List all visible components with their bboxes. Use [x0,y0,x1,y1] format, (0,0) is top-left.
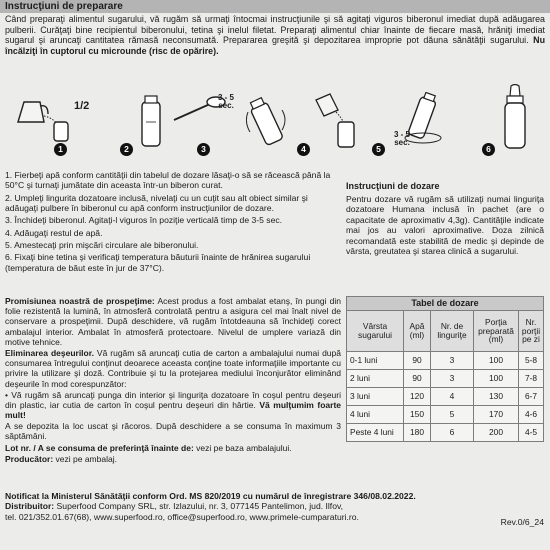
cell-water: 180 [404,424,431,442]
col-header-meals: Nr. porţii pe zi [519,311,544,352]
waste-bullet-text: • Vă rugăm să aruncaţi punga din interior şi linguriţa dozatoare în coşul pentru deşeuri din plastic, iar cutia de carton în coşul pentru deşeuri din hârtie. [5,389,341,410]
cell-water: 150 [404,406,431,424]
intro-text: Când preparaţi alimentul sugarului, vă rugăm să urmaţi întocmai instrucţiunile şi să agitaţi viguros biberonul imediat după adăugarea pulberii. Curăţaţi bine recipientul biberonului, tetina şi inelul filetat. Preparaţi alimentul chiar înainte de fiecare masă, hrăniţi imediat sugarul şi aruncaţi cantitatea rămasă neconsumată. Prepararea greşită şi depozitarea improprie pot dăuna sănătăţii sugarului. [5,14,545,45]
step-text-1: 1. Fierbeţi apă conform cantităţii din tabelul de dozare lăsaţi-o să se răcească până la 50°C şi turnaţi jumătate din aceasta într-un biberon curat. [5,170,331,191]
cell-water: 90 [404,352,431,370]
cell-age: 4 luni [347,406,404,424]
lot-text: vezi pe baza ambalajului. [193,442,292,453]
distributor-text: Superfood Company SRL, str. Izlazului, nr. 3, 077145 Pantelimon, jud. Ilfov, [54,501,344,512]
cell-water: 120 [404,388,431,406]
waste-text: Vă rugăm să aruncaţi cutia de carton a ambalajului numai după consumarea întregului conţinut deoarece aceasta conţine toate informaţiile importante cu privire la utilizare şi doză. Contribuie şi tu la protejarea mediului înconjurător eliminând deşeurile în mod corespunzător: [5,347,341,389]
cell-portion: 100 [474,370,519,388]
cell-meals: 4-5 [519,424,544,442]
shake-time-unit: sec. [218,101,234,111]
step-text-5: 5. Amestecaţi prin mişcări circulare ale biberonului. [5,239,199,250]
preparation-steps-list [5,170,343,275]
storage-text: A se depozita la loc uscat şi răcoros. După deschidere a se consuma în maximum 3 săptămâni. [5,421,341,442]
dosing-title: Instrucţiuni de dozare [346,181,440,191]
dosing-text: Pentru dozare vă rugăm să utilizaţi numai linguriţa dozatoare Humana inclusă în pachet (are o capacitate de aproximativ 4,3g). Cantităţile indicate mai jos au valori aproximative. Doza zilnică recomandată este stabilită de medic şi depinde de vârsta, greutatea şi starea clinică a sugarului. [346,193,544,257]
preparation-intro [5,14,545,56]
cell-spoons: 4 [431,388,474,406]
lot-label: Lot nr. / A se consuma de preferinţă înainte de: [5,442,194,453]
dosing-table-grid [346,310,544,442]
swirl-time-value: 3 - 5 [394,130,411,139]
distributor-contact: tel. 021/352.01.67(68), www.superfood.ro, office@superfood.ro, www.primele-cumparaturi.ro. [5,511,359,522]
step-text-4: 4. Adăugaţi restul de apă. [5,227,103,238]
cell-spoons: 3 [431,370,474,388]
half-fraction-label: 1/2 [74,100,90,112]
distributor-label: Distribuitor: [5,501,55,512]
table-row [347,406,544,424]
col-header-spoons: Nr. de linguriţe [431,311,474,352]
step-number-3: 3 [197,143,210,156]
waste-bullet [5,390,341,421]
cell-meals: 6-7 [519,388,544,406]
cell-portion: 130 [474,388,519,406]
cell-water: 90 [404,370,431,388]
waste-label: Eliminarea deşeurilor. [5,347,94,358]
cell-spoons: 3 [431,352,474,370]
producer-text: vezi pe ambalaj. [53,453,117,464]
table-row [347,424,544,442]
preparation-steps-illustration [0,90,550,160]
table-row [347,388,544,406]
step-text-3: 3. Închideţi biberonul. Agitaţi-l viguros în poziţie verticală timp de 3-5 sec. [5,215,283,226]
cell-age: 2 luni [347,370,404,388]
swirl-time-unit: sec. [394,138,410,148]
dosing-table [346,296,544,442]
freshness-label: Promisiunea noastră de prospeţime: [5,296,155,306]
dosing-table-title: Tabel de dozare [346,296,544,310]
bottle-with-teat-icon [498,84,532,150]
step-text-6: 6. Fixaţi bine tetina şi verificaţi temperatura băuturii înainte de hrănirea sugarului (temperatura de băut este în jur de 37°C). [5,252,311,273]
freshness-text: Acest produs a fost ambalat etanş, în pungi din folie rezistentă la lumină, în atmosferă controlată pentru a asigura cel mai înalt nivel de conservare a prospeţimii. După deschidere, vă rugăm întotdeauna să închideţi corect ambalajul interior. Ambalat în atmosferă protectoare. Nivelul de umplere variază din motive tehnice. [5,296,341,347]
step-number-4: 4 [297,143,310,156]
col-header-portion: Porţia preparată (ml) [474,311,519,352]
shaking-bottle-icon [246,92,286,148]
preparation-title: Instrucţiuni de preparare [0,0,550,13]
waste-disposal [5,348,341,389]
lot-info [5,443,341,453]
thanks-text: Vă mulţumim foarte mult! [5,399,341,421]
cell-age: 0-1 luni [347,352,404,370]
producer-label: Producător: [5,453,54,464]
cell-portion: 100 [474,352,519,370]
cell-portion: 170 [474,406,519,424]
cell-spoons: 5 [431,406,474,424]
table-header-row [347,311,544,352]
step-text-2: 2. Umpleţi lingurita dozatoare inclusă, nivelaţi cu un cuţit sau alt obiect similar şi adăugaţi pulbere în biberonul cu apă conform instrucţiunilor de dozare. [5,192,308,213]
product-information [5,296,341,465]
footer-info [5,491,545,522]
distributor-info [5,501,545,511]
step-number-2: 2 [120,143,133,156]
step-number-1: 1 [54,143,67,156]
col-header-age: Vârsta sugarului [347,311,404,352]
cell-meals: 4-6 [519,406,544,424]
cell-portion: 200 [474,424,519,442]
cell-spoons: 6 [431,424,474,442]
table-row [347,352,544,370]
shake-time-value: 3 - 5 [218,93,235,102]
swirl-time-label [394,131,410,148]
revision-code: Rev.0/6_24 [500,517,544,527]
step-number-5: 5 [372,143,385,156]
notification-text [5,491,545,501]
col-header-water: Apă (ml) [404,311,431,352]
microwave-warning: Nu încălziţi în cuptorul cu microunde (risc de opărire). [5,35,545,56]
producer-info [5,454,341,464]
cell-age: Peste 4 luni [347,424,404,442]
cell-meals: 7-8 [519,370,544,388]
freshness-promise [5,296,341,347]
cell-meals: 5-8 [519,352,544,370]
bottle-icon [138,92,164,148]
table-row [347,370,544,388]
notification-bold: Notificat la Ministerul Sănătăţii conform Ord. MS 820/2019 cu numărul de înregistrare 346/08.02.2022. [5,491,416,501]
kettle-pouring-icon [14,92,78,142]
dosing-instructions [346,181,544,257]
shake-time-label [218,94,234,111]
cell-age: 3 luni [347,388,404,406]
pour-water-icon [314,92,366,148]
step-number-6: 6 [482,143,495,156]
